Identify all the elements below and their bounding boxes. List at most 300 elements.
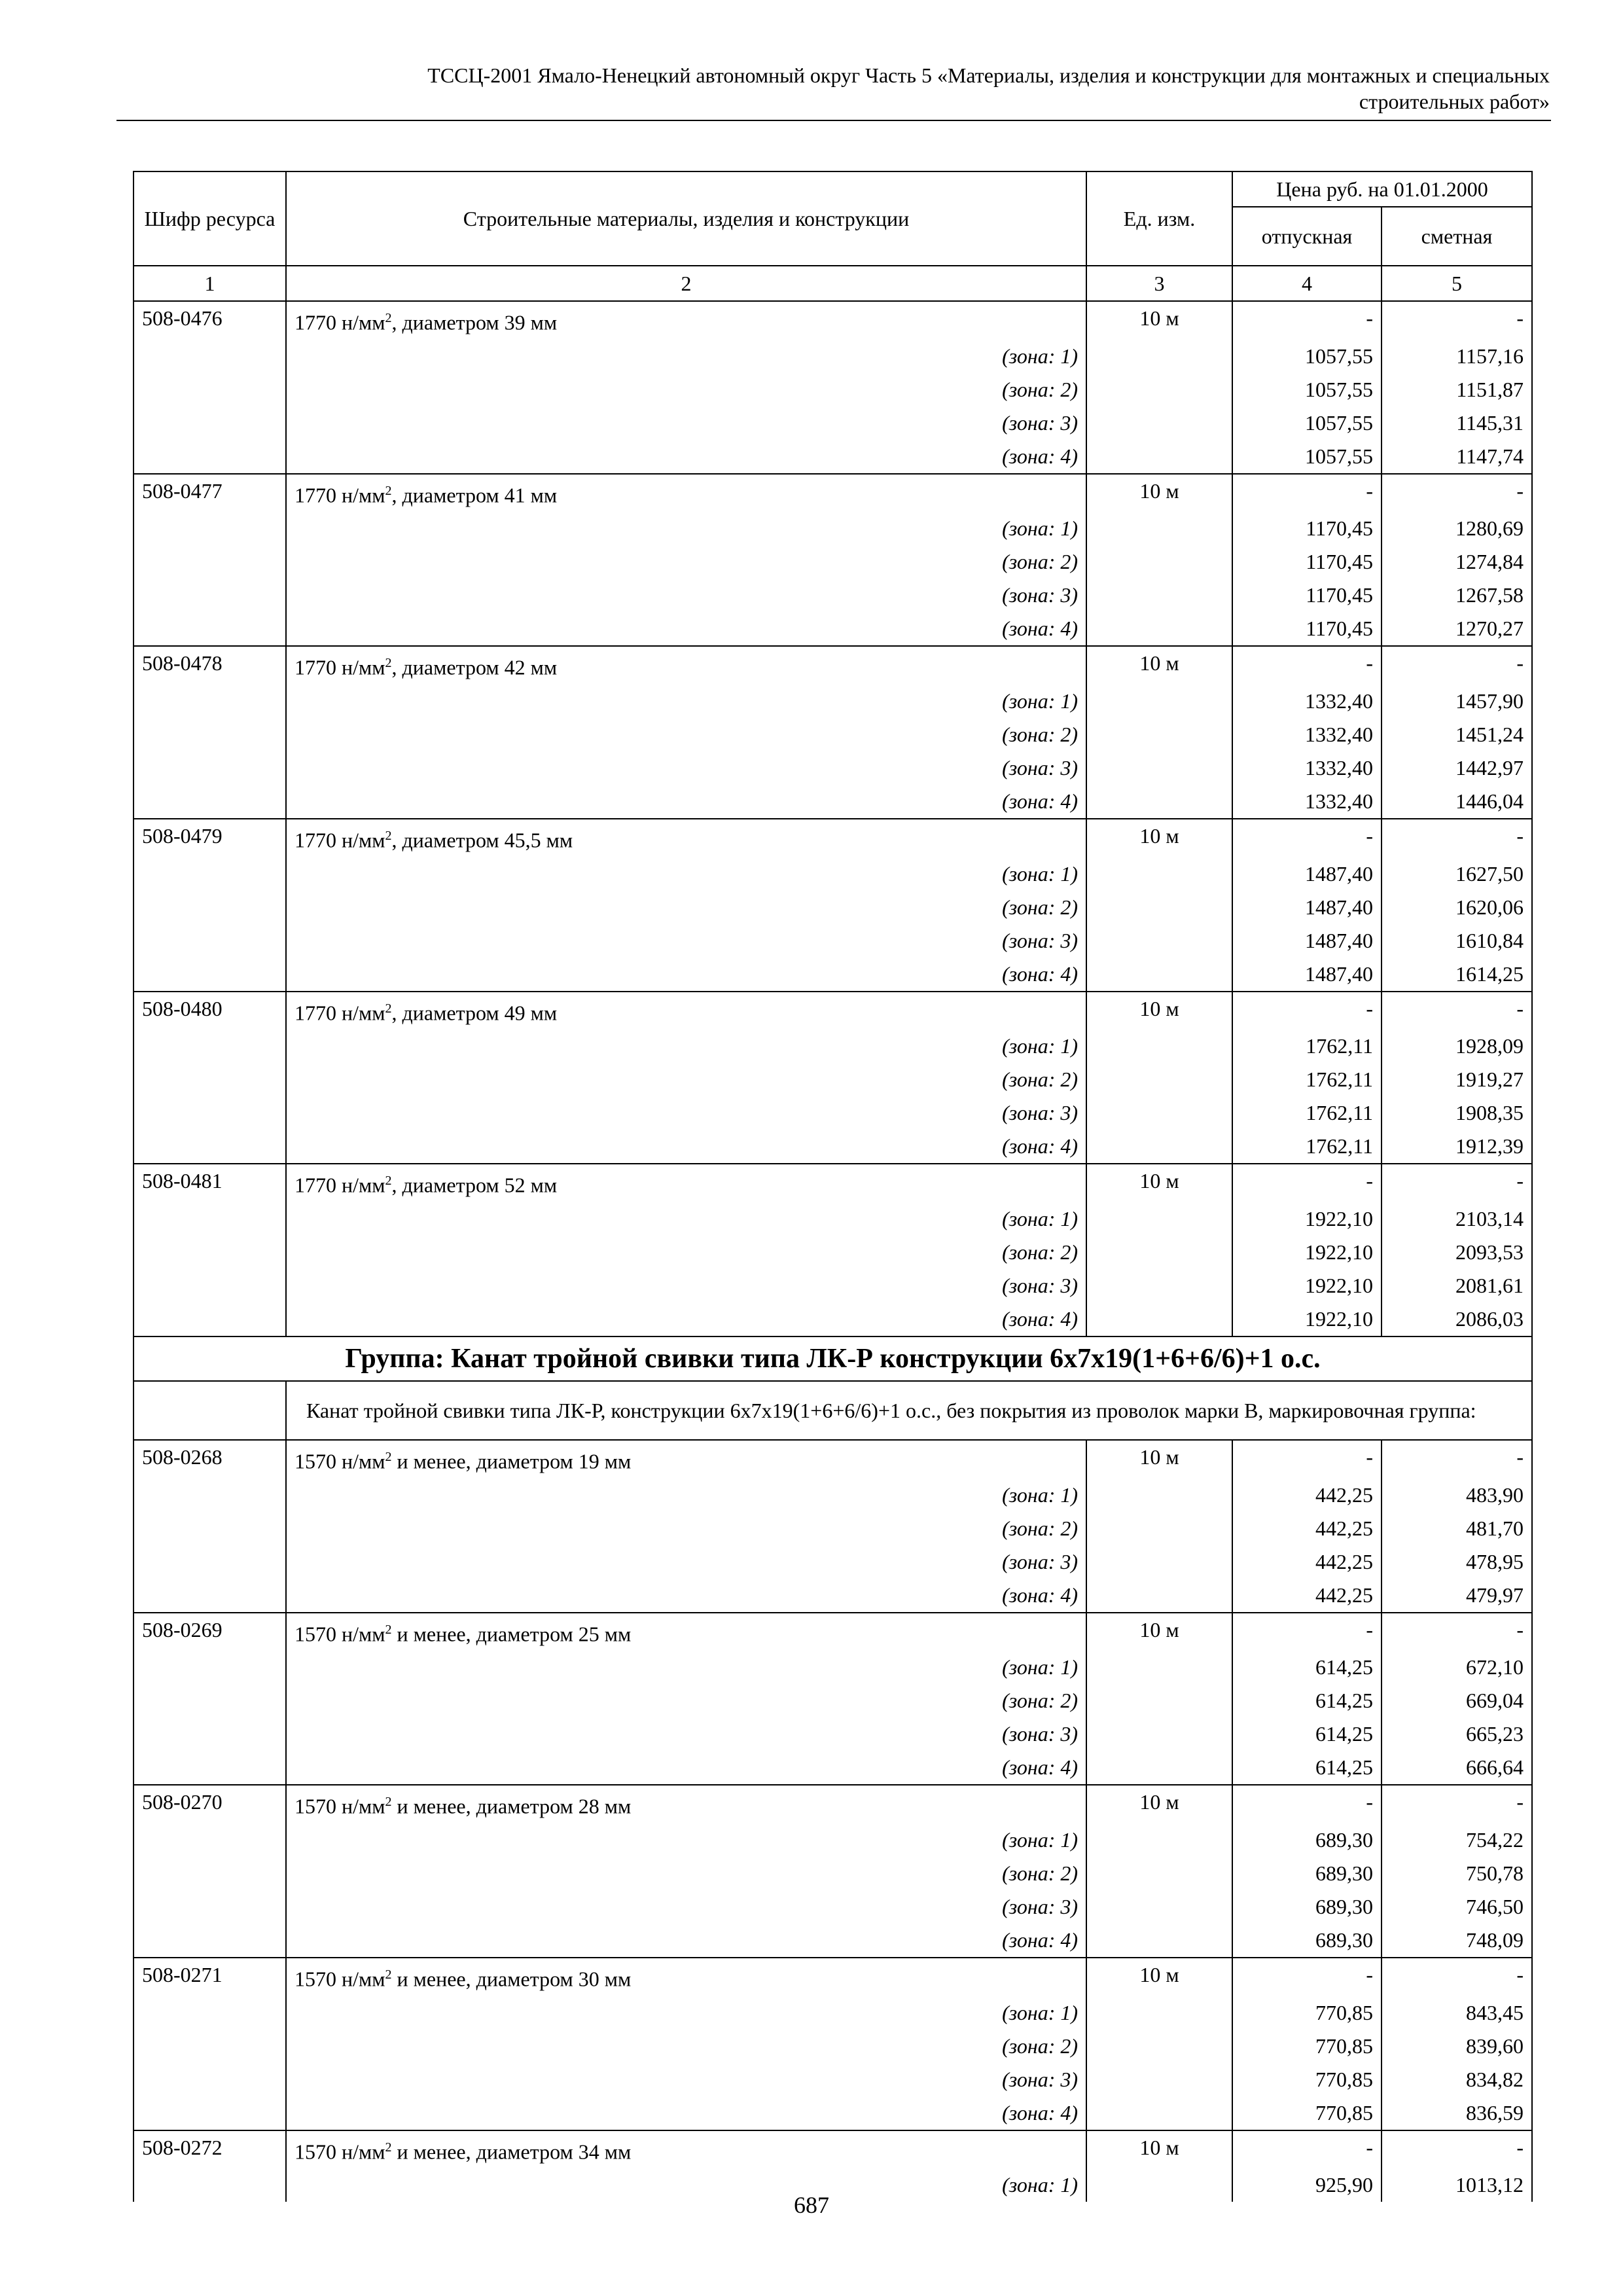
empty-cell [1086,1236,1232,1269]
empty-cell [1086,958,1232,992]
zone-label: (зона: 2) [286,2030,1086,2063]
empty-cell [1086,406,1232,440]
empty-cell [1086,440,1232,474]
estimate-price: 672,10 [1382,1651,1532,1684]
estimate-price: 1442,97 [1382,751,1532,785]
empty-cell [134,1924,286,1958]
desc-prefix: 1570 н/мм [294,1794,385,1818]
release-price: - [1232,474,1382,512]
empty-cell [1086,1545,1232,1579]
estimate-price: - [1382,1613,1532,1651]
estimate-price: 478,95 [1382,1545,1532,1579]
release-price: 442,25 [1232,1579,1382,1613]
zone-row [134,512,1532,545]
release-price: 770,85 [1232,2063,1382,2096]
zone-label: (зона: 1) [286,512,1086,545]
unit: 10 м [1086,474,1232,512]
zone-label: (зона: 3) [286,1717,1086,1751]
item-description [286,2130,1086,2169]
empty-cell [134,1996,286,2030]
zone-label: (зона: 2) [286,718,1086,751]
empty-cell [134,579,286,612]
header-rule [116,120,1551,121]
empty-cell [134,785,286,819]
zone-row [134,1751,1532,1785]
empty-cell [1086,1202,1232,1236]
release-price: 614,25 [1232,1751,1382,1785]
estimate-price: 1274,84 [1382,545,1532,579]
resource-code: 508-0481 [134,1164,286,1202]
table-row [134,1440,1532,1479]
release-price: 442,25 [1232,1479,1382,1512]
zone-label: (зона: 4) [286,1751,1086,1785]
desc-prefix: 1770 н/мм [294,483,385,507]
zone-row [134,440,1532,474]
zone-label: (зона: 3) [286,2063,1086,2096]
superscript-square: 2 [385,1174,392,1189]
empty-cell [1086,891,1232,924]
estimate-price: 483,90 [1382,1479,1532,1512]
desc-suffix: и менее, диаметром 19 мм [391,1449,632,1473]
zone-row [134,685,1532,718]
estimate-price: 1912,39 [1382,1130,1532,1164]
empty-cell [1086,1651,1232,1684]
release-price: 1487,40 [1232,857,1382,891]
empty-cell [134,1512,286,1545]
estimate-price: 1919,27 [1382,1063,1532,1096]
empty-cell [134,1202,286,1236]
superscript-square: 2 [385,1001,392,1016]
zone-label: (зона: 2) [286,545,1086,579]
estimate-price: 1151,87 [1382,373,1532,406]
zone-label: (зона: 4) [286,612,1086,646]
item-description [286,474,1086,512]
zone-label: (зона: 3) [286,1269,1086,1302]
release-price: - [1232,1958,1382,1996]
table-row [134,2130,1532,2169]
empty-cell [134,2096,286,2130]
zone-row [134,1684,1532,1717]
desc-prefix: 1570 н/мм [294,1967,385,1991]
empty-cell [134,1684,286,1717]
resource-code: 508-0479 [134,819,286,857]
estimate-price: 1270,27 [1382,612,1532,646]
superscript-square: 2 [385,1967,392,1982]
release-price: 1170,45 [1232,579,1382,612]
empty-cell [1086,1924,1232,1958]
empty-cell [1086,545,1232,579]
group-title: Группа: Канат тройной свивки типа ЛК-Р конструкции 6х7х19(1+6+6/6)+1 о.с. [134,1336,1532,1381]
release-price: - [1232,2130,1382,2169]
estimate-price: 2086,03 [1382,1302,1532,1336]
release-price: - [1232,646,1382,685]
zone-row [134,2063,1532,2096]
release-price: - [1232,301,1382,340]
empty-cell [134,1545,286,1579]
estimate-price: 1157,16 [1382,340,1532,373]
desc-prefix: 1770 н/мм [294,828,385,852]
desc-prefix: 1570 н/мм [294,2140,385,2164]
desc-prefix: 1770 н/мм [294,310,385,334]
zone-row [134,1823,1532,1857]
empty-cell [1086,1890,1232,1924]
zone-label: (зона: 4) [286,1924,1086,1958]
empty-cell [1086,685,1232,718]
superscript-square: 2 [385,483,392,498]
empty-cell [134,1096,286,1130]
resource-code: 508-0268 [134,1440,286,1479]
release-price: - [1232,1785,1382,1823]
resource-code: 508-0478 [134,646,286,685]
zone-row [134,612,1532,646]
zone-label: (зона: 3) [286,1096,1086,1130]
header-line-1: ТССЦ-2001 Ямало-Ненецкий автономный округ Часть 5 «Материалы, изделия и конструкции для монтажных и специальных [427,63,1550,87]
empty-cell [1086,1579,1232,1613]
empty-cell [1086,1717,1232,1751]
superscript-square: 2 [385,1622,392,1637]
zone-row [134,1063,1532,1096]
unit: 10 м [1086,646,1232,685]
col-unit-header [1086,171,1232,266]
table-head [134,171,1532,301]
superscript-square: 2 [385,828,392,843]
desc-prefix: 1770 н/мм [294,655,385,679]
superscript-square: 2 [385,1449,392,1464]
release-price: 614,25 [1232,1717,1382,1751]
zone-row [134,545,1532,579]
release-price: 689,30 [1232,1857,1382,1890]
estimate-price: - [1382,1440,1532,1479]
unit: 10 м [1086,992,1232,1030]
estimate-price: - [1382,474,1532,512]
empty-cell [134,924,286,958]
release-price: 1922,10 [1232,1202,1382,1236]
zone-row [134,891,1532,924]
item-description [286,819,1086,857]
empty-cell [134,1651,286,1684]
empty-cell [134,512,286,545]
empty-cell [1086,1130,1232,1164]
zone-label: (зона: 3) [286,579,1086,612]
zone-label: (зона: 1) [286,857,1086,891]
release-price: 1332,40 [1232,751,1382,785]
zone-row [134,1545,1532,1579]
desc-prefix: 1570 н/мм [294,1449,385,1473]
estimate-price: 669,04 [1382,1684,1532,1717]
zone-label: (зона: 1) [286,1996,1086,2030]
zone-row [134,1130,1532,1164]
zone-row [134,1890,1532,1924]
release-price: 1762,11 [1232,1096,1382,1130]
empty-cell [134,2030,286,2063]
estimate-price: 746,50 [1382,1890,1532,1924]
release-price: - [1232,819,1382,857]
empty-cell [1086,373,1232,406]
unit: 10 м [1086,1958,1232,1996]
estimate-price: 1446,04 [1382,785,1532,819]
zone-label: (зона: 4) [286,1302,1086,1336]
release-price: 770,85 [1232,2096,1382,2130]
group-row [134,1336,1532,1381]
desc-suffix: , диаметром 52 мм [391,1173,558,1197]
estimate-price: - [1382,2130,1532,2169]
empty-cell [134,958,286,992]
superscript-square: 2 [385,1795,392,1810]
zone-row [134,1857,1532,1890]
release-price: 1922,10 [1232,1269,1382,1302]
release-price: - [1232,1440,1382,1479]
release-price: 689,30 [1232,1924,1382,1958]
table-row [134,301,1532,340]
empty-cell [134,857,286,891]
zone-label: (зона: 1) [286,1823,1086,1857]
empty-cell [1086,1096,1232,1130]
empty-cell [1086,785,1232,819]
table-row [134,1164,1532,1202]
release-price: 1762,11 [1232,1063,1382,1096]
group-note: Канат тройной свивки типа ЛК-Р, конструкции 6х7х19(1+6+6/6)+1 о.с., без покрытия из проволок марки В, маркировочная группа: [286,1381,1532,1440]
desc-suffix: и менее, диаметром 28 мм [391,1794,632,1818]
col-estimate-header: сметная [1382,207,1532,266]
estimate-price: 754,22 [1382,1823,1532,1857]
estimate-price: 1147,74 [1382,440,1532,474]
item-description [286,646,1086,685]
empty-cell [1086,512,1232,545]
estimate-price: 1013,12 [1382,2168,1532,2202]
zone-row [134,1996,1532,2030]
empty-cell [1086,2063,1232,2096]
zone-row [134,1717,1532,1751]
empty-cell [1086,612,1232,646]
table-row [134,992,1532,1030]
release-price: 1057,55 [1232,373,1382,406]
estimate-price: 1280,69 [1382,512,1532,545]
estimate-price: - [1382,1958,1532,1996]
resource-code: 508-0272 [134,2130,286,2169]
empty-cell [1086,1302,1232,1336]
superscript-square: 2 [385,656,392,671]
empty-cell [134,373,286,406]
col-code-label: Шифр ресурса [144,207,276,230]
resource-code: 508-0270 [134,1785,286,1823]
release-price: - [1232,1613,1382,1651]
release-price: 1057,55 [1232,406,1382,440]
zone-row [134,1479,1532,1512]
running-header [116,62,1550,115]
zone-row [134,1302,1532,1336]
desc-suffix: , диаметром 41 мм [391,483,558,507]
unit: 10 м [1086,1785,1232,1823]
estimate-price: 834,82 [1382,2063,1532,2096]
empty-cell [134,2063,286,2096]
estimate-price: 666,64 [1382,1751,1532,1785]
col-number: 4 [1232,266,1382,301]
unit: 10 м [1086,819,1232,857]
release-price: 1762,11 [1232,1030,1382,1063]
zone-row [134,1512,1532,1545]
empty-cell [134,891,286,924]
empty-cell [1086,857,1232,891]
item-description [286,1958,1086,1996]
empty-cell [1086,1996,1232,2030]
zone-row [134,1269,1532,1302]
page-number: 687 [794,2192,829,2218]
zone-label: (зона: 1) [286,1030,1086,1063]
empty-cell [134,340,286,373]
empty-cell [134,1030,286,1063]
superscript-square: 2 [385,311,392,325]
estimate-price: - [1382,1785,1532,1823]
release-price: 1487,40 [1232,924,1382,958]
release-price: 614,25 [1232,1651,1382,1684]
price-table [133,171,1533,2202]
empty-cell [134,1857,286,1890]
empty-cell [1086,924,1232,958]
zone-label: (зона: 2) [286,1236,1086,1269]
desc-suffix: , диаметром 49 мм [391,1001,558,1025]
zone-row [134,406,1532,440]
zone-row [134,579,1532,612]
zone-label: (зона: 3) [286,1545,1086,1579]
col-number: 5 [1382,266,1532,301]
table-row [134,1958,1532,1996]
estimate-price: - [1382,646,1532,685]
release-price: 1332,40 [1232,685,1382,718]
estimate-price: - [1382,819,1532,857]
zone-label: (зона: 3) [286,1890,1086,1924]
estimate-price: 479,97 [1382,1579,1532,1613]
empty-cell [134,1479,286,1512]
empty-cell [134,612,286,646]
empty-cell [134,718,286,751]
unit: 10 м [1086,1164,1232,1202]
unit: 10 м [1086,1440,1232,1479]
estimate-price: 748,09 [1382,1924,1532,1958]
zone-row [134,751,1532,785]
zone-row [134,340,1532,373]
empty-cell [134,1579,286,1613]
zone-row [134,1096,1532,1130]
item-description [286,301,1086,340]
col-release-header: отпускная [1232,207,1382,266]
empty-cell [134,1302,286,1336]
zone-label: (зона: 4) [286,1130,1086,1164]
estimate-price: 750,78 [1382,1857,1532,1890]
zone-label: (зона: 1) [286,1202,1086,1236]
release-price: 1057,55 [1232,340,1382,373]
release-price: 1057,55 [1232,440,1382,474]
estimate-price: 1145,31 [1382,406,1532,440]
empty-cell [134,1890,286,1924]
zone-row [134,1924,1532,1958]
estimate-price: 836,59 [1382,2096,1532,2130]
estimate-price: 2081,61 [1382,1269,1532,1302]
release-price: 770,85 [1232,2030,1382,2063]
estimate-price: 1620,06 [1382,891,1532,924]
release-price: 442,25 [1232,1512,1382,1545]
zone-label: (зона: 4) [286,2096,1086,2130]
zone-label: (зона: 4) [286,958,1086,992]
empty-cell [134,1130,286,1164]
col-name-label: Строительные материалы, изделия и конструкции [463,207,910,230]
empty-cell [1086,340,1232,373]
estimate-price: 843,45 [1382,1996,1532,2030]
release-price: 1170,45 [1232,545,1382,579]
zone-label: (зона: 2) [286,891,1086,924]
empty-cell [1086,718,1232,751]
zone-label: (зона: 4) [286,785,1086,819]
table-row [134,1613,1532,1651]
zone-row [134,1236,1532,1269]
release-price: 689,30 [1232,1823,1382,1857]
empty-cell [1086,1269,1232,1302]
item-description [286,1440,1086,1479]
empty-cell [134,545,286,579]
desc-prefix: 1770 н/мм [294,1173,385,1197]
empty-cell [134,751,286,785]
estimate-price: 1908,35 [1382,1096,1532,1130]
zone-row [134,2096,1532,2130]
desc-prefix: 1570 н/мм [294,1622,385,1646]
release-price: 442,25 [1232,1545,1382,1579]
zone-label: (зона: 3) [286,406,1086,440]
col-unit-label: Ед. изм. [1123,207,1196,230]
zone-label: (зона: 2) [286,1512,1086,1545]
zone-row [134,857,1532,891]
estimate-price: 1614,25 [1382,958,1532,992]
empty-cell [1086,2096,1232,2130]
table-row [134,1785,1532,1823]
release-price: 614,25 [1232,1684,1382,1717]
release-price: 1332,40 [1232,785,1382,819]
release-price: 1332,40 [1232,718,1382,751]
zone-row [134,924,1532,958]
unit: 10 м [1086,301,1232,340]
release-price: 1922,10 [1232,1236,1382,1269]
table-body [134,301,1532,2202]
resource-code: 508-0271 [134,1958,286,1996]
table-row [134,819,1532,857]
release-price: 1487,40 [1232,891,1382,924]
item-description [286,992,1086,1030]
zone-row [134,2030,1532,2063]
estimate-price: - [1382,1164,1532,1202]
estimate-price: 2103,14 [1382,1202,1532,1236]
release-price: - [1232,1164,1382,1202]
empty-cell [1086,1479,1232,1512]
estimate-price: 2093,53 [1382,1236,1532,1269]
desc-suffix: , диаметром 42 мм [391,655,558,679]
release-price: 925,90 [1232,2168,1382,2202]
estimate-price: 1457,90 [1382,685,1532,718]
empty-cell [134,685,286,718]
zone-label: (зона: 1) [286,685,1086,718]
estimate-price: 1451,24 [1382,718,1532,751]
resource-code: 508-0476 [134,301,286,340]
estimate-price: 665,23 [1382,1717,1532,1751]
zone-label: (зона: 3) [286,924,1086,958]
zone-label: (зона: 4) [286,440,1086,474]
release-price: 1922,10 [1232,1302,1382,1336]
empty-cell [134,1823,286,1857]
zone-row [134,1030,1532,1063]
col-price-header: Цена руб. на 01.01.2000 [1232,171,1532,207]
zone-label: (зона: 1) [286,340,1086,373]
estimate-price: 1928,09 [1382,1030,1532,1063]
zone-row [134,718,1532,751]
col-name-header [286,171,1086,266]
zone-row [134,373,1532,406]
